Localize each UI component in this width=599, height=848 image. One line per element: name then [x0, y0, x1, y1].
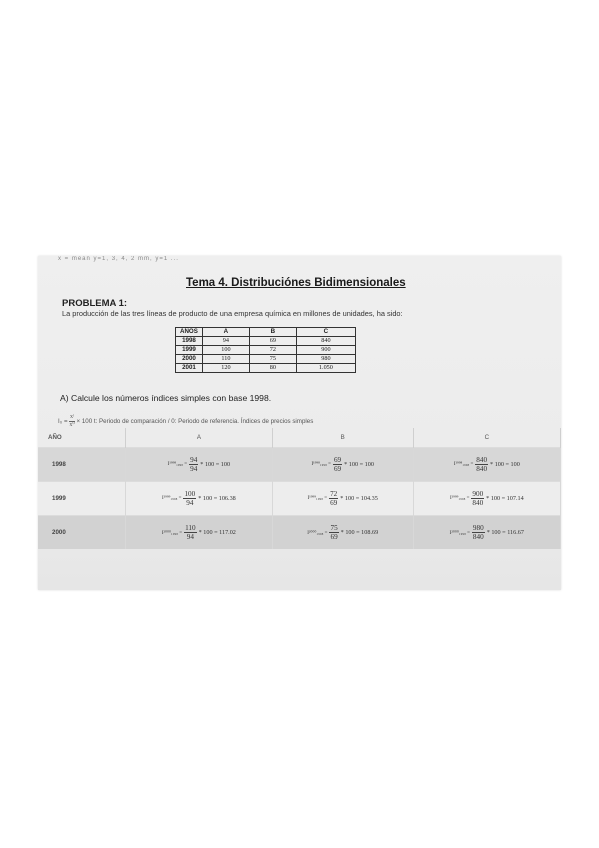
index-result: * 100 = 116.67	[486, 529, 524, 536]
fraction-numerator: 110	[185, 524, 196, 532]
document-title: Tema 4. Distribuciónes Bidimensionales	[186, 277, 406, 289]
index-table	[38, 428, 561, 549]
index-formula	[58, 414, 313, 429]
index-result: * 100 = 106.38	[198, 495, 236, 502]
index-label: I¹⁹⁹⁹₁₉₉₈ =	[307, 496, 328, 501]
index-fraction	[475, 456, 488, 473]
production-row	[176, 355, 356, 364]
index-label: I¹⁹⁹⁸₁₉₉₈ =	[167, 462, 188, 467]
index-label: I²⁰⁰⁰₁₉₉₈ =	[161, 530, 183, 536]
index-label: I²⁰⁰⁰₁₉₉₈ =	[449, 530, 470, 536]
production-value-b: 75	[249, 355, 296, 364]
index-cell-c	[413, 448, 560, 482]
document-photo	[38, 256, 561, 590]
fraction-denominator: 94	[190, 465, 198, 473]
fraction-numerator: 100	[184, 490, 196, 498]
index-fraction	[329, 524, 338, 541]
production-row	[176, 364, 356, 373]
production-header-years: AÑOS	[176, 328, 203, 337]
index-label: I¹⁹⁹⁹₁₉₉₈ =	[162, 496, 182, 501]
index-fraction	[472, 524, 485, 541]
index-fraction	[333, 456, 342, 473]
production-table	[175, 327, 356, 373]
production-value-b: 69	[249, 337, 296, 346]
production-year: 2000	[176, 355, 203, 364]
fraction-denominator: 840	[472, 533, 484, 541]
production-year: 1998	[176, 337, 203, 346]
index-label: I²⁰⁰⁰₁₉₉₈ =	[307, 530, 328, 536]
problem-label: PROBLEMA 1:	[62, 298, 128, 309]
production-row	[176, 337, 356, 346]
index-cell-a	[126, 482, 273, 516]
index-cell-b	[272, 482, 413, 516]
index-cell-b	[272, 516, 413, 550]
production-row	[176, 346, 356, 355]
problem-intro: La producción de las tres líneas de producto de una empresa química en millones de unidades, ha sido:	[62, 309, 403, 318]
formula-lhs: I₀ =	[58, 418, 68, 426]
production-year: 2001	[176, 364, 203, 373]
index-cell-c	[413, 482, 560, 516]
fraction-denominator: 840	[472, 499, 484, 507]
fraction-denominator: 94	[186, 499, 194, 507]
index-label: I¹⁹⁹⁸₁₉₉₈ =	[453, 462, 474, 467]
production-value-a: 110	[202, 355, 249, 364]
fraction-numerator: 69	[333, 456, 342, 464]
question-a: A) Calcule los números índices simples con base 1998.	[60, 393, 272, 403]
production-header-row	[176, 328, 356, 337]
index-row	[38, 448, 561, 482]
index-result: * 100 = 100	[490, 461, 520, 468]
index-row	[38, 482, 561, 516]
index-header-row	[38, 428, 561, 448]
production-value-a: 100	[202, 346, 249, 355]
index-result: * 100 = 117.02	[198, 529, 236, 536]
production-value-a: 94	[202, 337, 249, 346]
production-header-c: C	[296, 328, 355, 337]
index-cell-a	[126, 516, 273, 550]
fraction-numerator: 72	[330, 490, 338, 498]
production-value-c: 1.050	[296, 364, 355, 373]
production-value-c: 840	[296, 337, 355, 346]
production-header-b: B	[249, 328, 296, 337]
fraction-numerator: 75	[330, 524, 338, 532]
index-year: 2000	[38, 516, 126, 550]
fraction-denominator: 69	[330, 499, 338, 507]
fraction-denominator: 840	[476, 465, 488, 473]
fraction-denominator: 69	[333, 465, 342, 473]
index-result: * 100 = 100	[344, 461, 374, 468]
fraction-numerator: 94	[190, 456, 198, 464]
index-result: * 100 = 104.35	[340, 495, 378, 502]
index-cell-a	[126, 448, 273, 482]
index-header-a: A	[126, 428, 273, 448]
index-header-b: B	[272, 428, 413, 448]
index-fraction	[471, 490, 484, 507]
production-value-c: 900	[296, 346, 355, 355]
index-header-c: C	[413, 428, 560, 448]
production-header-a: A	[202, 328, 249, 337]
production-value-b: 72	[249, 346, 296, 355]
index-fraction	[183, 490, 196, 507]
index-result: * 100 = 108.69	[340, 529, 379, 536]
index-result: * 100 = 100	[200, 461, 231, 468]
index-row	[38, 516, 561, 550]
index-year: 1998	[38, 448, 126, 482]
index-cell-c	[413, 516, 560, 550]
production-year: 1999	[176, 346, 203, 355]
index-year: 1999	[38, 482, 126, 516]
index-fraction	[329, 490, 338, 507]
index-label: I¹⁹⁹⁸₁₉₉₈ =	[311, 462, 331, 467]
fraction-denominator: 69	[330, 533, 338, 541]
production-value-b: 80	[249, 364, 296, 373]
production-value-a: 120	[202, 364, 249, 373]
formula-fraction	[69, 414, 74, 429]
formula-description: × 100 t: Periodo de comparación / 0: Periodo de referencia. Índices de precios simples	[76, 418, 314, 426]
cut-header-fragment: ẋ = mean y=1, 3, 4, 2 mm, y=1 ...	[58, 256, 179, 262]
index-header-year: AÑO	[38, 428, 126, 448]
index-cell-b	[272, 448, 413, 482]
index-result: * 100 = 107.14	[486, 495, 524, 502]
index-fraction	[184, 524, 197, 541]
fraction-denominator: 94	[186, 533, 194, 541]
formula-numerator: xᵗ	[69, 414, 75, 420]
formula-denominator: x⁰	[69, 422, 75, 428]
fraction-numerator: 900	[472, 490, 484, 498]
index-fraction	[189, 456, 198, 473]
fraction-numerator: 840	[476, 456, 488, 464]
fraction-numerator: 980	[472, 524, 484, 532]
index-label: I¹⁹⁹⁹₁₉₉₈ =	[449, 496, 470, 501]
production-value-c: 980	[296, 355, 355, 364]
